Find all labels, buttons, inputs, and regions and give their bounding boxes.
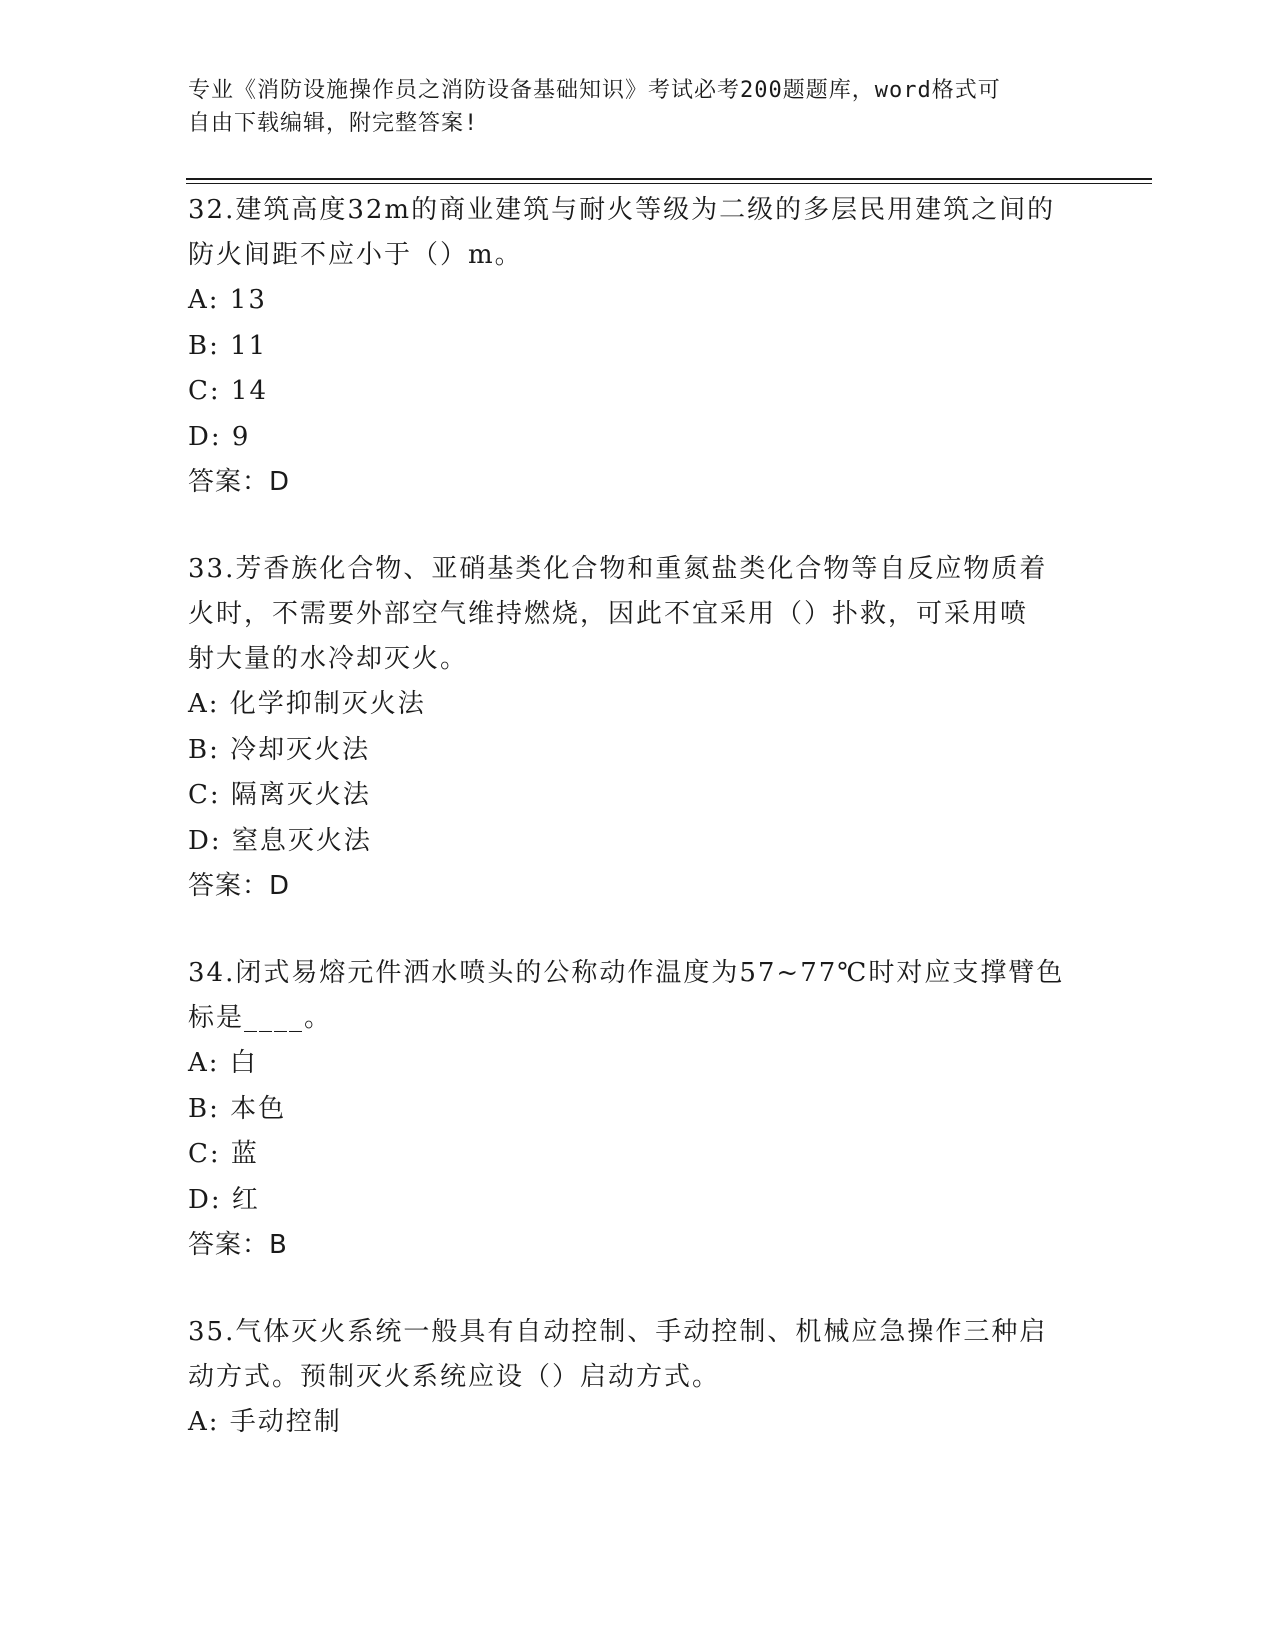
question-text-line: 35.气体灭火系统一般具有自动控制、手动控制、机械应急操作三种启 xyxy=(188,1317,1048,1347)
question-text-line: 标是____。 xyxy=(188,1003,333,1033)
option-b: B: 11 xyxy=(188,330,268,361)
option-d: D: 红 xyxy=(188,1184,260,1215)
option-c: C: 隔离灭火法 xyxy=(188,780,371,810)
question-text-line: 防火间距不应小于（）m。 xyxy=(188,240,523,270)
question-list xyxy=(188,188,1088,1446)
question-spacer xyxy=(188,505,1088,547)
option-a: A: 13 xyxy=(188,285,267,315)
answer: 答案：D xyxy=(188,871,291,901)
header-divider-thin xyxy=(186,183,1152,184)
question-34 xyxy=(188,951,1088,1268)
option-c: C: 14 xyxy=(188,376,269,406)
question-33 xyxy=(188,547,1088,909)
question-text-line: 射大量的水冷却灭火。 xyxy=(188,644,469,674)
option-d: D: 窒息灭火法 xyxy=(188,825,372,856)
document-header xyxy=(188,74,1068,140)
question-text-line: 火时，不需要外部空气维持燃烧，因此不宜采用（）扑救，可采用喷 xyxy=(188,599,1029,629)
question-32 xyxy=(188,188,1088,505)
question-text-line: 33.芳香族化合物、亚硝基类化合物和重氮盐类化合物等自反应物质着 xyxy=(188,554,1048,584)
question-spacer xyxy=(188,909,1088,951)
header-line-2: 自由下载编辑，附完整答案! xyxy=(188,111,479,136)
question-text-line: 动方式。预制灭火系统应设（）启动方式。 xyxy=(188,1362,721,1392)
question-text-line: 34.闭式易熔元件洒水喷头的公称动作温度为57~77℃时对应支撑臂色 xyxy=(188,958,1065,988)
header-line-1: 专业《消防设施操作员之消防设备基础知识》考试必考200题题库，word格式可 xyxy=(188,78,1001,103)
option-c: C: 蓝 xyxy=(188,1139,259,1169)
option-b: B: 本色 xyxy=(188,1093,287,1124)
option-a: A: 化学抑制灭火法 xyxy=(188,689,426,719)
option-d: D: 9 xyxy=(188,421,251,452)
option-a: A: 白 xyxy=(188,1048,258,1078)
answer: 答案：B xyxy=(188,1230,288,1260)
question-35 xyxy=(188,1310,1088,1446)
option-b: B: 冷却灭火法 xyxy=(188,734,371,765)
option-a: A: 手动控制 xyxy=(188,1407,342,1437)
question-text-line: 32.建筑高度32m的商业建筑与耐火等级为二级的多层民用建筑之间的 xyxy=(188,195,1056,225)
answer: 答案：D xyxy=(188,467,291,497)
question-spacer xyxy=(188,1268,1088,1310)
header-divider-thick xyxy=(186,178,1152,180)
